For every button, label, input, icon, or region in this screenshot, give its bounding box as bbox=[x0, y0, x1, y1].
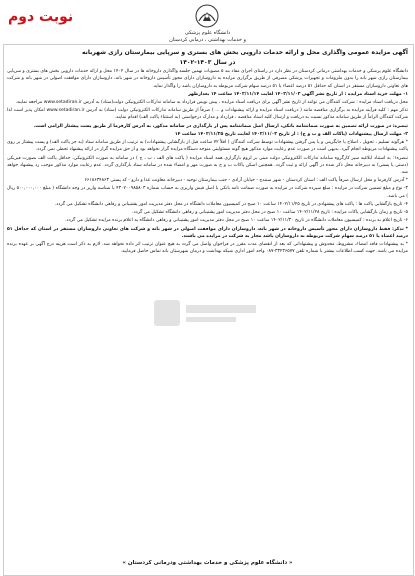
notice-title: آگهی مزایده عمومی واگذاری محل و ارائه خدمات دارویی بخش های بستری و سرپایی بیمارستان رازی شهربانه bbox=[81, 49, 408, 56]
paragraph-intro: دانشگاه علوم پزشکی و خدمات بهداشتی درمانی کردستان در نظر دارد در راستای اجرای مفاد بند ۵ مصوبات نهمین جلسه واگذاری داروخانه ها در سال ۱۴۰۲ محل و ارائه خدمات دارویی بخش های بستری و سرپایی بیمارستان رازی شهر بانه را بدون ملزومات و تجهیزات پزشکی مصرفی از طریق برگزاری مزایده به داروسازان دارای مجوز تأسیس داروخانه در شهر بانه، داروسازان دارای موافقت اصولی در شهر بانه و شرکت های تعاونی داروسازان مستقر در استان که حداقل ۵۱ درصد اعضاء یا ۵۱ درصد سهام شرکت مربوطه به داروسازان باشد را واگذار نماید. bbox=[7, 69, 408, 89]
second-round-badge: نوبت دوم bbox=[8, 9, 74, 25]
paragraph-final-note: * به پیشنهادات فاقد امضاء، مشروط، مخدوش و پیشنهاداتی که بعد از انقضای مدت مقرر در فراخوان واصل می گردد به هیچ عنوان ترتیب اثر داده نخواهد شد. لازم به ذکر است هزینه درج آگهی بر عهده برنده مزایده می باشد. جهت کسب اطلاعات بیشتر با شماره تلفن ۳۳۲۳۶۵۷۷-۰۸۷ واحد امور اداری شبکه بهداشت و درمان شهرستان بانه تماس حاصل فرمایید. bbox=[7, 241, 408, 255]
paragraph-employer-address: * آدرس کارفرما و محل ارسال صرفاً پاکت الف : استان کردستان - شهر سنندج - خیابان آزادی - جنب بیمارستان توحید - دبیرخانه معاونت غذا و دارو - کد پستی ۶۶۱۸۶۳۴۸۶۳ bbox=[84, 178, 408, 184]
university-name-line1: دانشگاه علوم پزشکی bbox=[184, 30, 231, 36]
university-name bbox=[150, 30, 265, 44]
watermark-logo bbox=[150, 296, 260, 330]
footer-signature: « دانشگاه علوم پزشکی و خدمات بهداشتی ودرمانی کردستان » bbox=[122, 560, 293, 566]
paragraph-submission-rules: * هرگونه تسلیم ، تحویل ، اصلاح یا جایگزینی و یا پس گرفتن پیشنهادات توسط شرکت کنندگان ( اقلاً ۷۲ ساعت قبل از بازگشایی پیشنهادات) به ترتیب از طریق سامانه ستاد (به جز پاکت الف) و پست پیشتاز بر روی پاکت پیشنهادات مربوطه انجام گیرد. بدیهی است در صورت عدم رعایت موارد مذکور هیچ گونه مسئولیتی متوجه دستگاه مزایده گزار نخواهد بود و از حق مزایده گزار در ارائه پیشنهاد تخطی نمی گردد. bbox=[7, 140, 408, 153]
notice-body bbox=[7, 48, 408, 256]
paragraph-guarantee-amount: ۳- نوع و مبلغ تضمین شرکت در مزایده : مبلغ سپرده شرکت در مزایده به صورت ضمانت نامه بانکی یا اصل فیش واریزی به حساب شماره ۴۳۰۲۰۰۹۸۵۸۰۳ با شناسه واریز در وجه دانشگاه ( مبلغ ۵۰۰,۰۰۰,۰۰۰ ریال ) می باشد. bbox=[7, 186, 408, 199]
paragraph-winner-announcement: ۶- تاریخ اعلام به برنده : کمیسیون معاملات دانشگاه در تاریخ ۱۴۰۲/۱۱/۳۰ ساعت ۱۰ صبح در محل دفتر مدیریت امور پشتیبانی و رفاهی دانشگاه به اعلام برنده مزایده تشکیل می گردد. bbox=[65, 218, 408, 224]
university-logo-icon bbox=[187, 3, 227, 31]
paragraph-guarantee-note: تبصره: در صورت ارائه تضمین به صورت ضمانتنامه بانکی، ارسال اصل ضمانتنامه پس از بارگذاری در سامانه مذکور، به آدرس کارفرما از طریق پست پیشتاز الزامی است. bbox=[33, 123, 408, 129]
paragraph-note-1: تبصره۱: به استناد ابلاغیه سیر کارگروه سامانه تدارکات الکترونیکی دولت مبنی بر لزوم بارگزاری همه اسناد مزایده ( پاکت های الف ، ب ، ج ) در سامانه به صورت الکترونیکی، حداقل پاکت الف بصورت فیزیکی (دستی یا پستی) به دبیرخانه محل ذکر شده در آگهی ارائه و ثبت گردد. همچنین اسکن پاکات ب و ج به صورت مهر و امضاء شده در سامانه ستاد بارگذاری گردد. عدم رعایت موارد مذکور موجب رد پیشنهاد خواهد شد. bbox=[7, 155, 408, 175]
paragraph-purchase-deadline: ۱- مهلت خرید اسناد مزایده : از تاریخ نشر آگهی ۱۴۰۲/۱۱/۰۳ لغایت ۱۴۰۲/۱۱/۱۴ ساعت ۱۴ بعدازظهر bbox=[188, 91, 408, 97]
paragraph-auction-opening: ۵- تاریخ و زمان بازگشایی پاکات مزایده : تاریخ ۱۴۰۲/۱۱/۲۸ ساعت ۱۰ صبح در محل دفتر مدیریت امور پشتیبانی و رفاهی دانشگاه تشکیل می گردد. bbox=[132, 210, 408, 216]
notice-subtitle: در سال ۱۴۰۳-۱۴۰۲ bbox=[179, 59, 236, 67]
university-name-line2: و خدمات بهداشتی ، درمانی کردستان bbox=[169, 37, 246, 43]
paragraph-submission-deadline: ۲- مهلت ارسال پیشنهادات (پاکات الف و ب و ج) : از تاریخ ۱۴۰۲/۱۱/۰۳ لغایت تاریخ ۱۴۰۲/۱۱/۲۵ ساعت ۱۴ bbox=[174, 131, 408, 137]
paragraph-opening-date: ۴- تاریخ بازگشایی پاکت ها : پاکت های پیشنهادی در تاریخ ۱۴۰۲/۱۱/۲۵ ساعت ۱۰ صبح در کمیسیون معاملات دانشگاه در محل دفتر مدیریت امور پشتیبانی و رفاهی دانشگاه تشکیل می گردد. bbox=[54, 201, 408, 207]
paragraph-eligibility-note: * تذکر: فقط داروسازان دارای مجوز تأسیس داروخانه در شهر بانه، داروسازان دارای موافقت اصولی در شهر بانه و شرکت های تعاونی داروسازان مستقر در استان که حداقل ۵۱ درصد اعضاء یا ۵۱ درصد سهام شرکت مربوطه به داروسازان باشد مجاز به شرکت در مزایده می باشند. bbox=[7, 226, 408, 239]
paragraph-important-note: تذکر مهم : کلیه فرآیند مزایده به برگزاری مناقصه مانند ( دریافت اسناد مزایده و ارائه پیشنهادات و ... ) صرفاً از طریق سامانه تدارکات الکترونیکی دولت (ستاد) به آدرس www.setadiran.ir امکان پذیر است لذا شرکت کنندگان الزاماً از طریق سامانه مذکور نسبت به دریافت و ارسال کلیه اسناد مناقصه ، قرارداد و مدارک درخواستی (به استثناء پاکت الف) اقدام نمایند. bbox=[7, 108, 408, 121]
paragraph-document-location: محل دریافت اسناد مزایده : شرکت کنندگان می توانند از تاریخ نشر آگهی برای دریافت اسناد مزایده ، پیش نویس قرارداد به سامانه تدارکات الکترونیکی دولت(ستاد) به آدرس www.setadiran.ir مراجعه نمایند. bbox=[15, 100, 408, 105]
